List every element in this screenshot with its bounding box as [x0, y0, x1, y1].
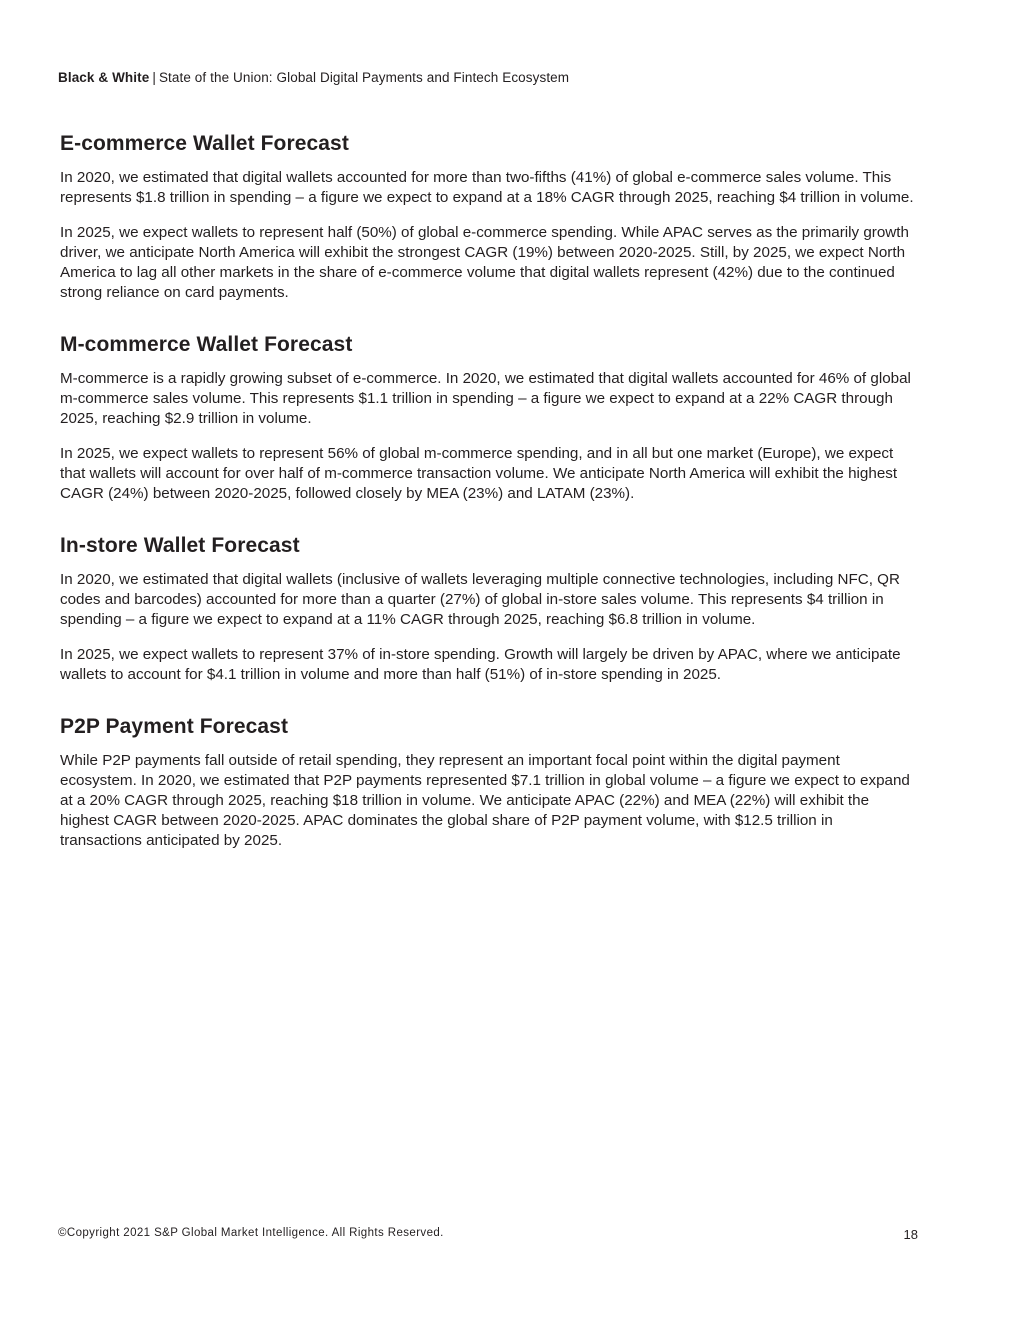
paragraph: In 2025, we expect wallets to represent 37% of in-store spending. Growth will largely be driven by APAC, where we anticipate wallets to account for $4.1 trillion in volume and more than half (51%) of in-store spending in 2025. — [60, 646, 901, 683]
page-number: 18 — [903, 1227, 918, 1242]
paragraph: In 2025, we expect wallets to represent half (50%) of global e-commerce spending. While APAC serves as the primarily growth driver, we anticipate North America will exhibit the strongest CAGR (19%) between 2020-2025. Still, by 2025, we expect North America to lag all other markets in the share of e-commerce volume that digital wallets represent (42%) due to the continued strong reliance on card payments. — [60, 224, 909, 301]
paragraph: In 2025, we expect wallets to represent 56% of global m-commerce spending, and in all but one market (Europe), we expect that wallets will account for over half of m-commerce transaction volume. We anticipate North America will exhibit the highest CAGR (24%) between 2020-2025, followed closely by MEA (23%) and LATAM (23%). — [60, 445, 898, 502]
document-title: State of the Union: Global Digital Payments and Fintech Ecosystem — [158, 70, 570, 85]
paragraph: While P2P payments fall outside of retail spending, they represent an important focal point within the digital payment ecosystem. In 2020, we estimated that P2P payments represented $7.1 trillion in global volume – a figure we expect to expand at a 20% CAGR through 2025, reaching $18 trillion in volume. We anticipate APAC (22%) and MEA (22%) will exhibit the highest CAGR between 2020-2025. APAC dominates the global share of P2P payment volume, with $12.5 trillion in transactions anticipated by 2025. — [60, 752, 910, 849]
running-header — [58, 70, 569, 85]
section-mcommerce-wallet-forecast — [60, 331, 915, 504]
header-separator: | — [152, 70, 156, 85]
brand-name: Black & White — [58, 70, 150, 85]
section-heading: In-store Wallet Forecast — [60, 534, 300, 557]
copyright-notice: ©Copyright 2021 S&P Global Market Intelligence. All Rights Reserved. — [58, 1227, 444, 1239]
section-p2p-payment-forecast — [60, 713, 915, 851]
section-instore-wallet-forecast — [60, 532, 915, 685]
section-heading: P2P Payment Forecast — [60, 715, 289, 738]
paragraph: M-commerce is a rapidly growing subset of e-commerce. In 2020, we estimated that digital wallets accounted for 46% of global m-commerce sales volume. This represents $1.1 trillion in spending – a figure we expect to expand at a 22% CAGR through 2025, reaching $2.9 trillion in volume. — [60, 370, 911, 427]
section-heading: M-commerce Wallet Forecast — [60, 333, 353, 356]
main-content — [60, 130, 915, 879]
paragraph: In 2020, we estimated that digital wallets accounted for more than two-fifths (41%) of global e-commerce sales volume. This represents $1.8 trillion in spending – a figure we expect to expand at a 18% CAGR through 2025, reaching $4 trillion in volume. — [60, 169, 914, 206]
paragraph: In 2020, we estimated that digital wallets (inclusive of wallets leveraging multiple connective technologies, including NFC, QR codes and barcodes) accounted for more than a quarter (27%) of global in-store sales volume. This represents $4 trillion in spending – a figure we expect to expand at a 11% CAGR through 2025, reaching $6.8 trillion in volume. — [60, 571, 900, 628]
section-heading: E-commerce Wallet Forecast — [60, 132, 349, 155]
section-ecommerce-wallet-forecast — [60, 130, 915, 303]
page-footer — [58, 1227, 918, 1242]
